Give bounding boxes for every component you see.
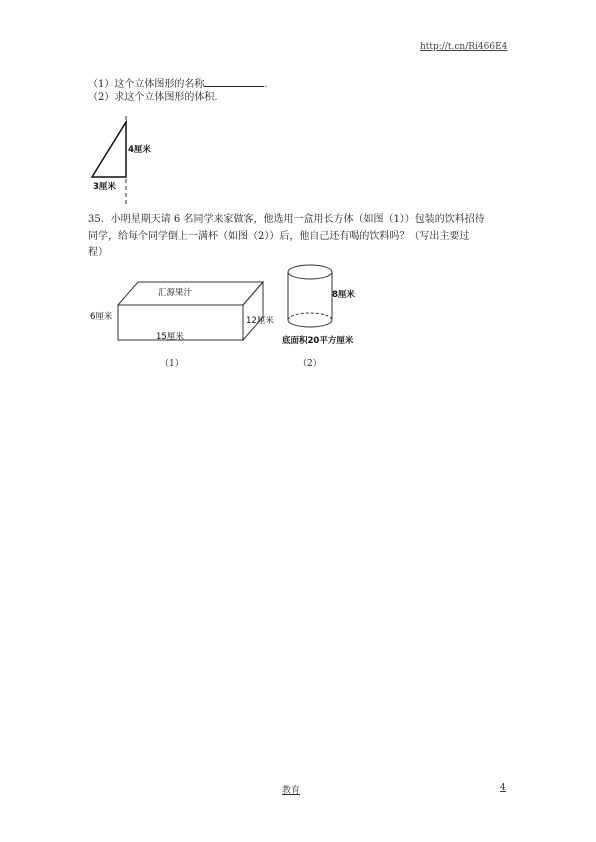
q34-part1-text: （1）这个立体图形的名称 bbox=[88, 79, 205, 90]
box-side bbox=[243, 282, 263, 340]
cup-height-label: 8厘米 bbox=[332, 290, 355, 300]
cup-bottom-front bbox=[288, 320, 332, 327]
footer-center[interactable]: 教育 bbox=[282, 786, 301, 796]
triangle-base-label: 3厘米 bbox=[93, 182, 116, 192]
triangle-figure bbox=[88, 112, 168, 204]
box-caption: （1） bbox=[160, 359, 184, 369]
q35-line3: 程） bbox=[88, 247, 108, 258]
cup-figure bbox=[280, 262, 370, 372]
triangle-shape bbox=[92, 122, 126, 177]
cup-top bbox=[288, 265, 332, 279]
cup-bottom-back bbox=[288, 313, 332, 320]
q34-part1-end: . bbox=[264, 79, 268, 90]
box-height-label: 6厘米 bbox=[90, 312, 113, 322]
box-figure bbox=[88, 270, 278, 370]
triangle-height-label: 4厘米 bbox=[128, 145, 151, 155]
cup-base-area-label: 底面积20平方厘米 bbox=[282, 336, 354, 346]
q34-part1 bbox=[88, 76, 268, 92]
box-width-label: 12厘米 bbox=[246, 316, 274, 326]
box-length-label: 15厘米 bbox=[156, 332, 184, 342]
q35-line1: 35．小明星期天请 6 名同学来家做客，他选用一盒用长方体（如图（1））包装的饮料招待 bbox=[88, 214, 485, 225]
q35-line2: 同学，给每个同学倒上一满杯（如图（2））后，他自己还有喝的饮料吗？（写出主要过 bbox=[88, 231, 470, 242]
header-link[interactable]: http://t.cn/Ri466E4 bbox=[420, 42, 508, 52]
answer-blank bbox=[204, 76, 264, 87]
box-brand-label: 汇源果汁 bbox=[158, 288, 193, 298]
q34-part2: （2）求这个立体图形的体积. bbox=[88, 92, 218, 103]
page-number: 4 bbox=[500, 783, 506, 793]
cup-caption: （2） bbox=[298, 359, 322, 369]
